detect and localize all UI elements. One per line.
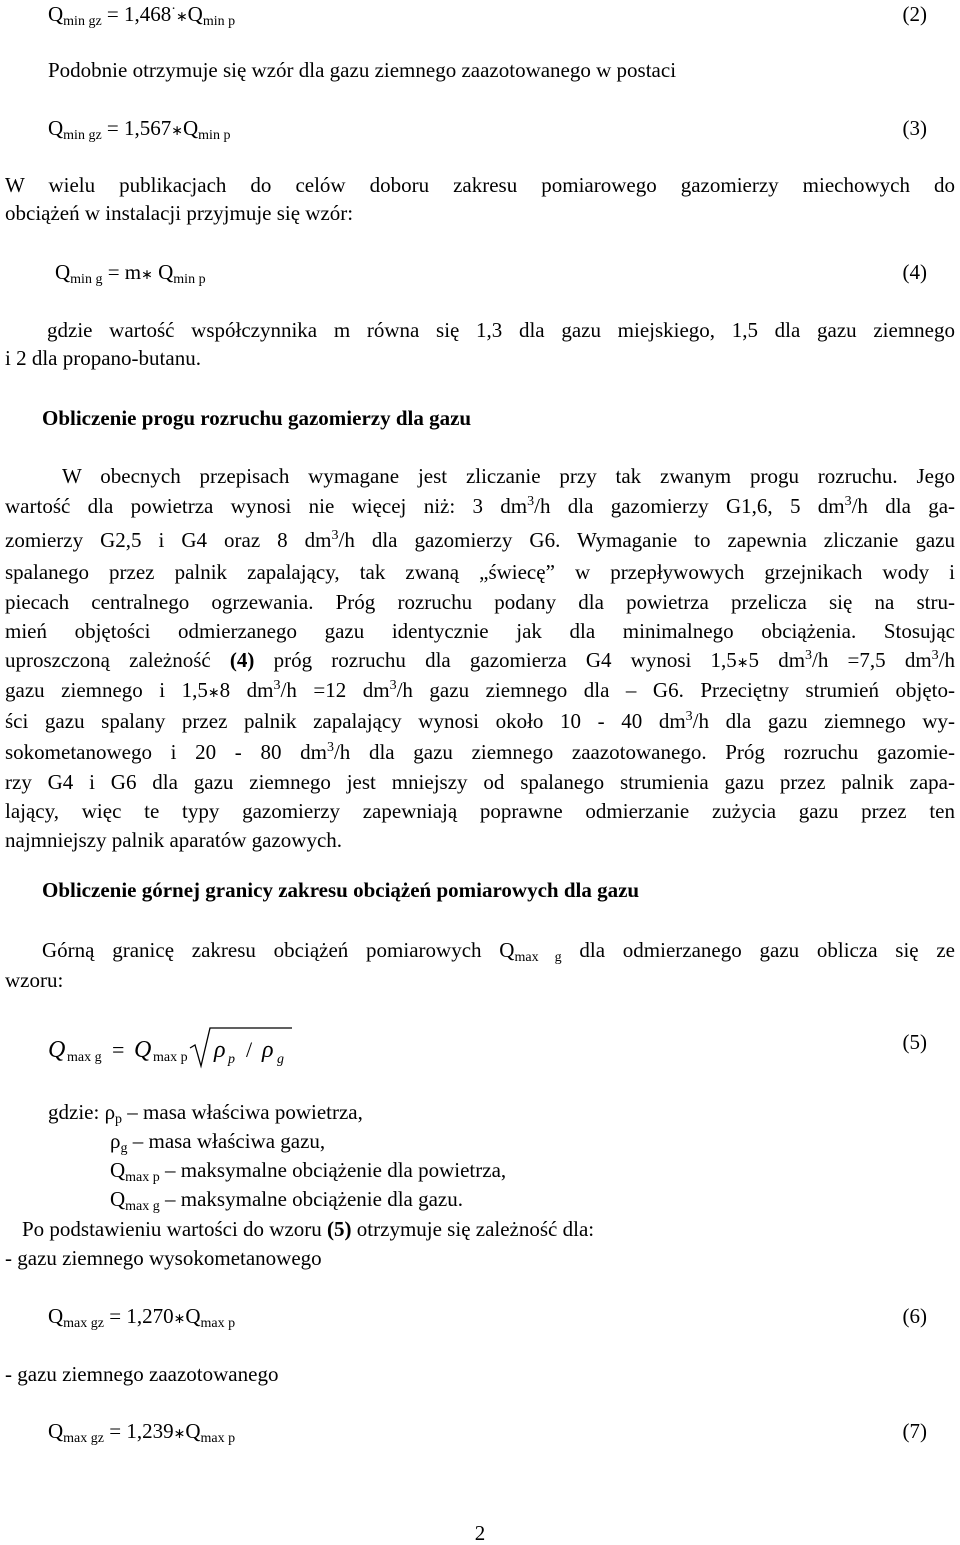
equation-5 xyxy=(48,1022,368,1070)
paragraph: Podobnie otrzymuje się wzór dla gazu ziemnego zaazotowanego w postaci xyxy=(48,58,677,82)
svg-text:Q: Q xyxy=(134,1037,152,1063)
equation-2: $Q_{min gz}$ = $1,468^\cdot∗Q_{min p}$ xyxy=(48,2,236,29)
equation-6: $Q_{max gz}$ = $1,270∗Q_{max p}$ xyxy=(48,1304,236,1331)
definition-rho-p: gdzie: $\rho_p$ – masa właściwa powietrza, xyxy=(48,1100,363,1127)
paragraph-line: obciążeń w instalacji przyjmuje się wzór: xyxy=(5,201,354,225)
svg-text:=: = xyxy=(112,1037,125,1062)
svg-text:g: g xyxy=(277,1052,284,1067)
paragraph: Po podstawieniu wartości do wzoru (5) otrzymuje się zależność dla: xyxy=(22,1217,595,1241)
definition-q-max-g: $Q_{max g}$ – maksymalne obciążenie dla gazu. xyxy=(110,1187,463,1214)
equation-number: (7) xyxy=(902,1419,927,1443)
section-heading: Obliczenie progu rozruchu gazomierzy dla gazu xyxy=(42,406,472,430)
list-item: - gazu ziemnego wysokometanowego xyxy=(5,1246,322,1270)
paragraph: W wielu publikacjach do celów doboru zakresu pomiarowego gazomierzy miechowych do xyxy=(5,173,955,197)
equation-number: (5) xyxy=(902,1030,927,1054)
page-number: 2 xyxy=(474,1521,486,1545)
section-heading: Obliczenie górnej granicy zakresu obciążeń pomiarowych dla gazu xyxy=(42,878,640,902)
paragraph-line: wzoru: xyxy=(5,968,64,992)
paragraph-upper-limit: Górną granicę zakresu obciążeń pomiarowych $Q_{max g}$ dla odmierzanego gazu oblicza się ze xyxy=(42,938,956,965)
svg-text:max p: max p xyxy=(153,1050,188,1065)
equation-number: (6) xyxy=(902,1304,927,1328)
svg-text:ρ: ρ xyxy=(262,1037,274,1063)
equation-7: $Q_{max gz}$ = $1,239∗Q_{max p}$ xyxy=(48,1419,236,1446)
equation-number: (2) xyxy=(902,2,927,26)
svg-text:/: / xyxy=(246,1037,253,1062)
svg-text:ρ: ρ xyxy=(214,1037,226,1063)
equation-4: $Q_{min g}$ = m∗ $Q_{min p}$ xyxy=(55,260,206,287)
paragraph: gdzie wartość współczynnika m równa się 1,3 dla gazu miejskiego, 1,5 dla gazu ziemnego xyxy=(47,318,955,342)
equation-number: (3) xyxy=(902,116,927,140)
equation-number: (4) xyxy=(902,260,927,284)
paragraph-line: i 2 dla propano-butanu. xyxy=(5,346,201,370)
svg-text:p: p xyxy=(228,1052,235,1067)
definition-q-max-p: $Q_{max p}$ – maksymalne obciążenie dla powietrza, xyxy=(110,1158,507,1185)
equation-3: $Q_{min gz}$ = $1,567∗Q_{min p}$ xyxy=(48,116,231,143)
svg-text:max g: max g xyxy=(67,1050,102,1065)
definition-rho-g: $\rho_g$ – masa właściwa gazu, xyxy=(110,1129,326,1156)
svg-text:Q: Q xyxy=(48,1037,66,1063)
list-item: - gazu ziemnego zaazotowanego xyxy=(5,1362,279,1386)
